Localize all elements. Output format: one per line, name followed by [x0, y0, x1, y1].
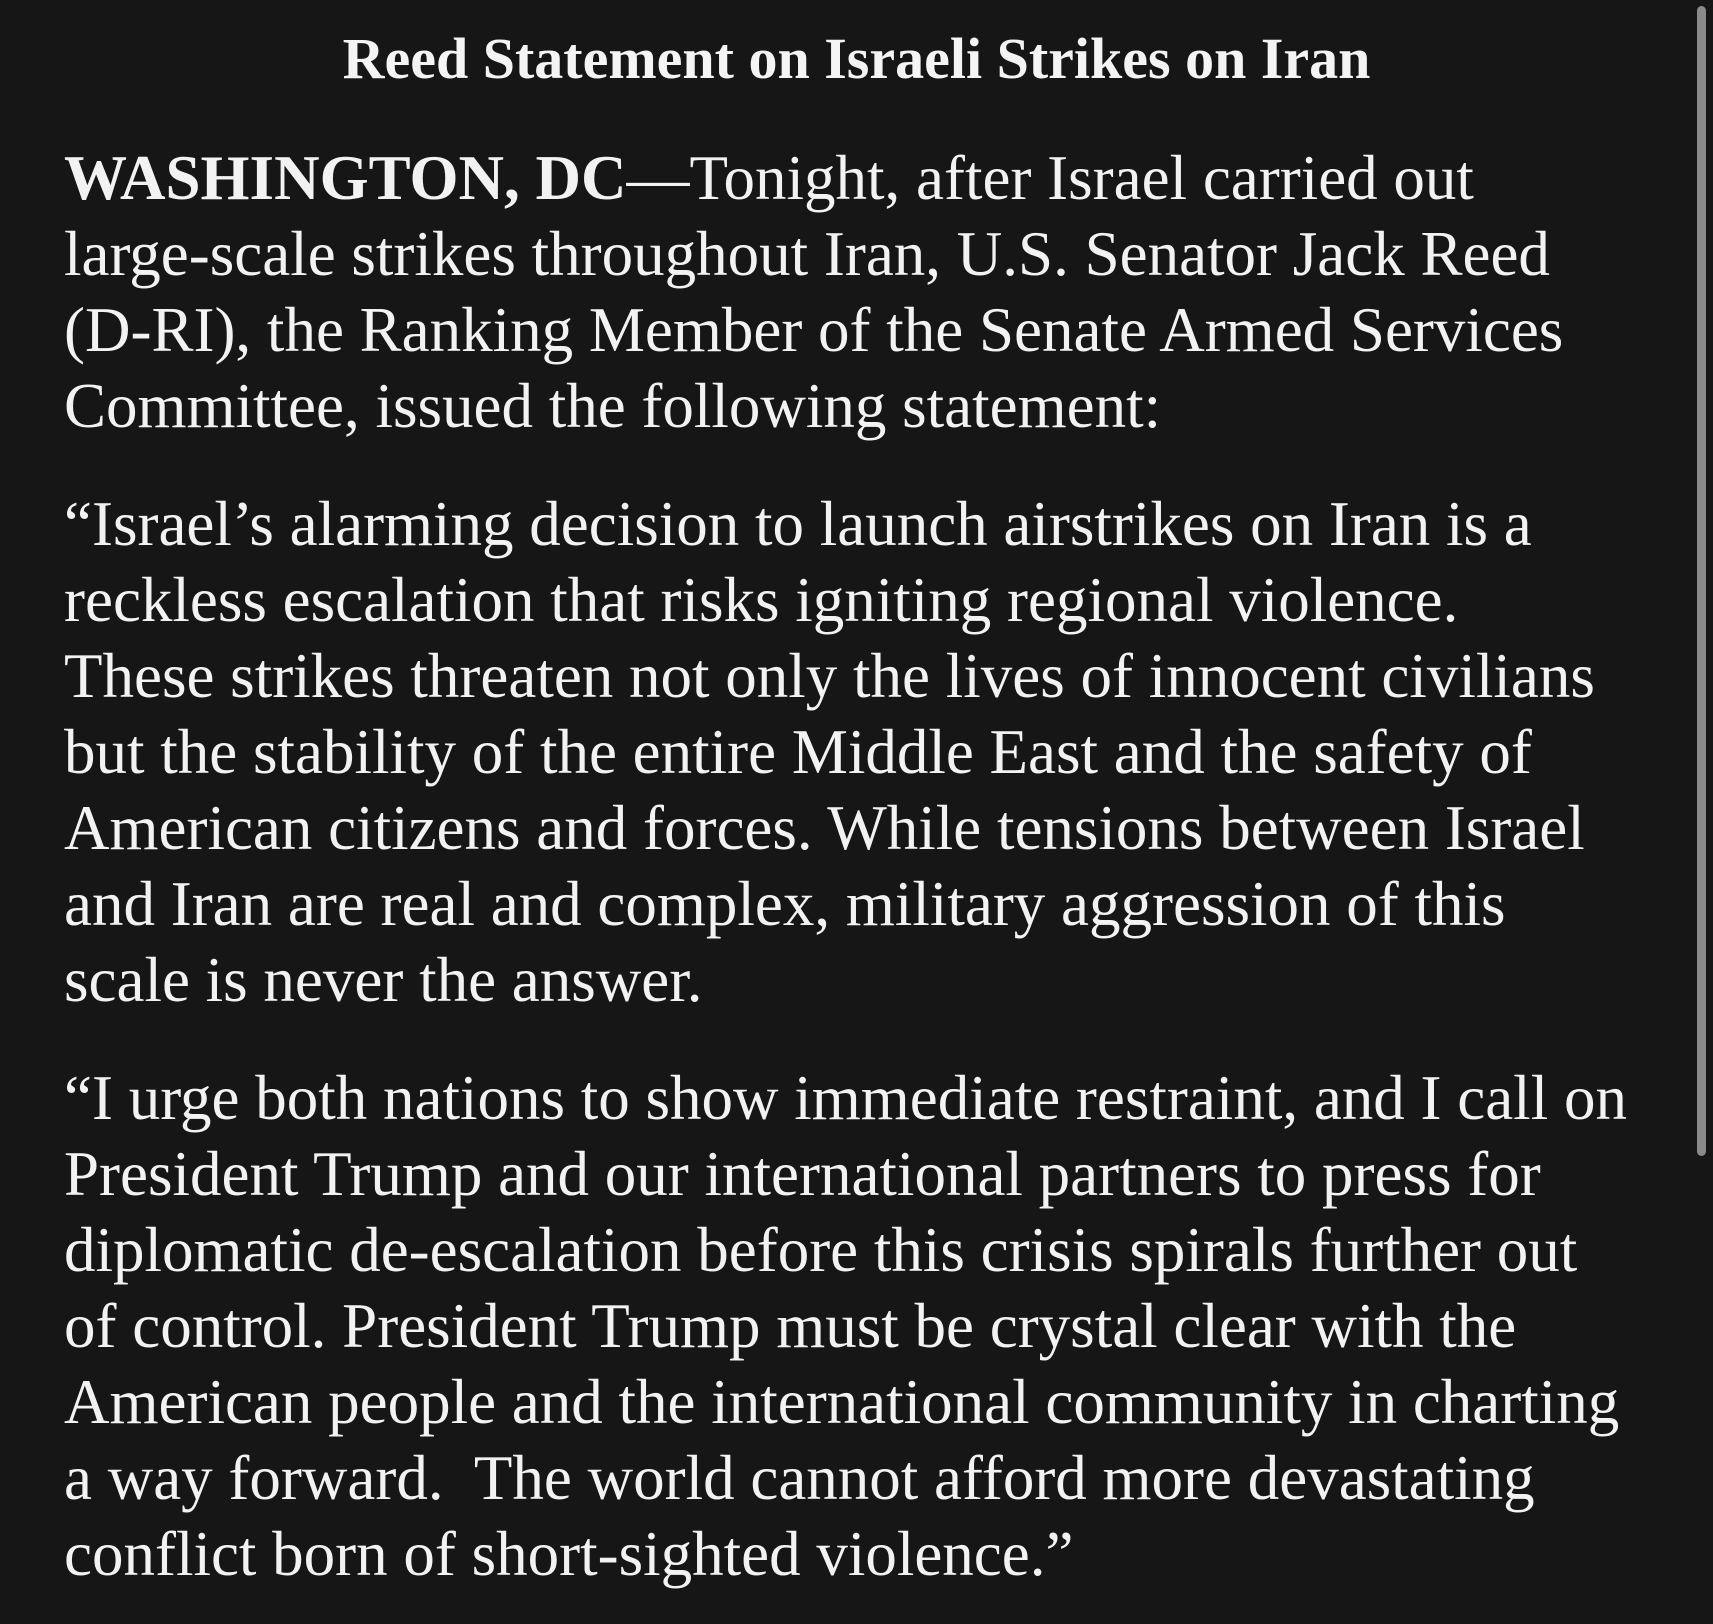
quote-2-line-7: conflict born of short-sighted violence.” [64, 1519, 1074, 1589]
quote-1-line-4: but the stability of the entire Middle East and the safety of [64, 717, 1532, 787]
intro-line-1 [64, 140, 1664, 216]
quote-2-line-2: President Trump and our international partners to press for [64, 1139, 1541, 1209]
quote-paragraph-1 [64, 486, 1664, 1018]
quote-2-line-6: a way forward. The world cannot afford more devastating [64, 1443, 1535, 1513]
intro-paragraph [64, 140, 1664, 444]
quote-1-line-7: scale is never the answer. [64, 945, 703, 1015]
quote-1-line-2: reckless escalation that risks igniting regional violence. [64, 565, 1459, 635]
intro-line-4: Committee, issued the following statement: [64, 371, 1162, 441]
intro-line-1-text: —Tonight, after Israel carried out [626, 143, 1474, 213]
statement-body [64, 140, 1664, 1624]
scrollbar-thumb[interactable] [1697, 6, 1706, 1156]
vertical-scrollbar[interactable] [1691, 0, 1713, 1624]
quote-2-line-5: American people and the international community in charting [64, 1367, 1620, 1437]
quote-2-line-1: “I urge both nations to show immediate restraint, and I call on [64, 1063, 1627, 1133]
quote-paragraph-2 [64, 1060, 1664, 1592]
quote-1-line-3: These strikes threaten not only the lives of innocent civilians [64, 641, 1595, 711]
quote-2-line-4: of control. President Trump must be crystal clear with the [64, 1291, 1517, 1361]
quote-2-line-3: diplomatic de-escalation before this crisis spirals further out [64, 1215, 1578, 1285]
page-title: Reed Statement on Israeli Strikes on Iran [342, 26, 1371, 91]
quote-1-line-6: and Iran are real and complex, military aggression of this [64, 869, 1506, 939]
intro-line-2: large-scale strikes throughout Iran, U.S. Senator Jack Reed [64, 219, 1550, 289]
dateline: WASHINGTON, DC [64, 143, 627, 213]
intro-line-3: (D-RI), the Ranking Member of the Senate Armed Services [64, 295, 1564, 365]
quote-1-line-1: “Israel’s alarming decision to launch airstrikes on Iran is a [64, 489, 1532, 559]
quote-1-line-5: American citizens and forces. While tensions between Israel [64, 793, 1585, 863]
